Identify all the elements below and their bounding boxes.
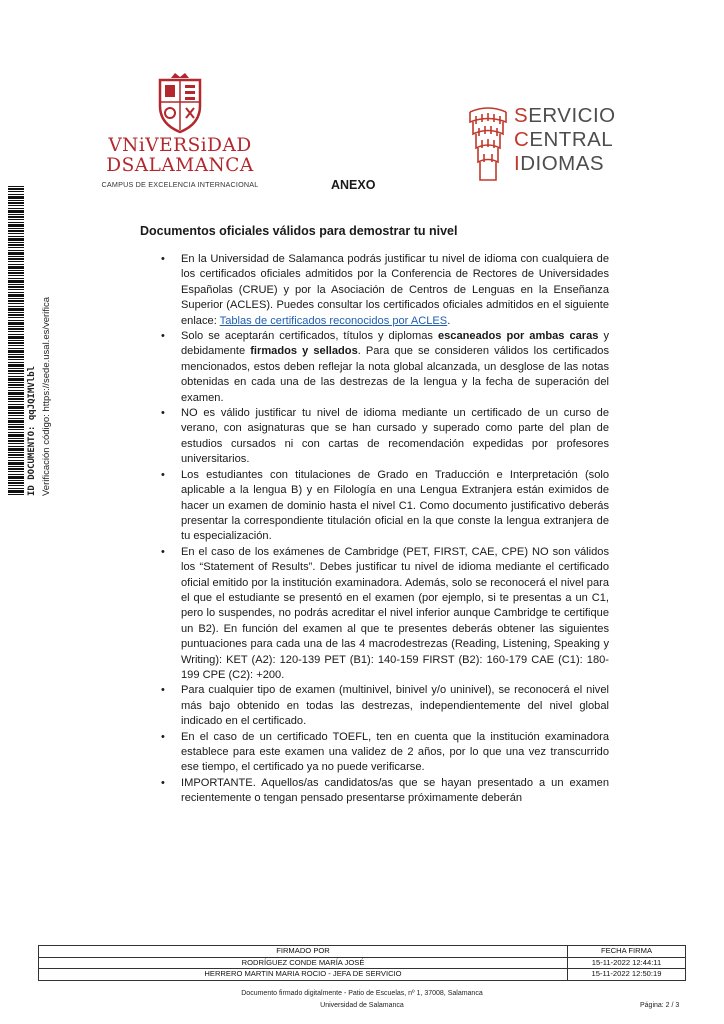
list-item: • Para cualquier tipo de examen (multinivel, binivel y/o uninivel), se reconocerá el nivel más bajo obtenido en todas las destrezas, independientemente del nivel global indicado en el certificado.: [159, 683, 609, 729]
signer-name: HERRERO MARTIN MARIA ROCIO - JEFA DE SERVICIO: [39, 969, 568, 981]
sign-date: 15-11-2022 12:50:19: [568, 969, 686, 981]
sci-word-central: ENTRAL: [529, 128, 614, 151]
table-row: [39, 957, 686, 969]
list-item: • Los estudiantes con titulaciones de Grado en Traducción e Interpretación (solo aplicable a la lengua B) y en Filología en una Lengua Extranjera están eximidos de hacer un examen de dominio hasta el nivel C1. Como documento justificativo deberás presentar la correspondiente titulación oficial en la que conste la lengua extranjera de tu especialización.: [159, 468, 609, 545]
sci-word-idiomas: DIOMAS: [520, 152, 605, 175]
document-id: ID DOCUMENTO: qqJQIMVlbl: [27, 365, 37, 496]
document-body: [159, 252, 609, 807]
barcode: [8, 186, 24, 496]
sci-initial-c: C: [514, 128, 530, 151]
item-text: . Para que se consideren válidos los certificados mencionados, estos deben reflejar la nota global alcanzada, un desglose de las notas obtenidas en cada una de las destrezas de la lengua y la fecha de superación del examen.: [181, 345, 610, 404]
item-text: En la Universidad de Salamanca podrás justificar tu nivel de idioma con cualquiera de los certificados oficiales admitidos por la Conferencia de Rectores de Universidades Españolas (CRUE) y por la Asociación de Centros de Lenguas en la Enseñanza Superior (ACLES). Puedes consultar los certificados oficiales admitidos en el siguiente enlace:: [181, 253, 609, 327]
university-name-line2: DSALAMANCA: [106, 155, 254, 176]
signature-table: [38, 945, 686, 981]
list-item: [159, 329, 609, 406]
item-text: Solo se aceptarán certificados, títulos y diplomas: [181, 330, 438, 343]
verification-url: Verificación código: https://sede.usal.es/verifica: [41, 296, 52, 496]
item-text: y debidamente: [181, 330, 609, 358]
sci-name: [514, 104, 616, 176]
list-item: • NO es válido justificar tu nivel de idioma mediante un certificado de un curso de verano, con asignaturas que se han cursado y superado como parte del plan de estudios cursados ni con cartas de recomendación expedidas por profesores universitarios.: [159, 406, 609, 468]
sci-initial-s: S: [514, 104, 529, 127]
acles-table-link[interactable]: Tablas de certificados reconocidos por ACLES: [219, 314, 448, 327]
list-item: • En el caso de los exámenes de Cambridge (PET, FIRST, CAE, CPE) NO son válidos los “Statement of Results”. Debes justificar tu nivel de idioma mediante el certificado oficial emitido por la institución examinadora. Además, solo se reconocerá el nivel para el que el estudiante se presentó en el examen (por ejemplo, si te presentas a un C1, pero lo suspendes, no podrás acreditar el nivel inferior aunque Cambridge te certifique un B2). En función del examen al que te presentes deberás obtener las siguientes puntuaciones para cada una de las 4 macrodestrezas (Reading, Listening, Speaking y Writing): KET (A2): 120-139 PET (B1): 140-159 FIRST (B2): 160-179 CAE (C1): 180-199 CPE (C2): +200.: [159, 545, 609, 684]
footer-institution: Universidad de Salamanca: [320, 1002, 404, 1009]
requirements-list: [159, 252, 609, 807]
signer-name: RODRÍGUEZ CONDE MARÍA JOSÉ: [39, 957, 568, 969]
sign-date: 15-11-2022 12:44:11: [568, 957, 686, 969]
footer-address: Documento firmado digitalmente - Patio de Escuelas, nº 1, 37008, Salamanca: [241, 990, 483, 997]
bold-text: escaneados por ambas caras: [437, 330, 599, 343]
university-crest-icon: [153, 72, 207, 134]
sign-date-header: FECHA FIRMA: [568, 946, 686, 958]
list-item: • En el caso de un certificado TOEFL, ten en cuenta que la institución examinadora establece para este examen una validez de 2 años, por lo que una vez transcurrido ese tiempo, el certificado ya no puede verificarse.: [159, 730, 609, 776]
sci-logo: [462, 102, 642, 186]
item-text-end: .: [447, 314, 451, 327]
page-number: Página: 2 / 3: [640, 1002, 680, 1009]
sci-word-servicio: ERVICIO: [528, 104, 616, 127]
section-heading: Documentos oficiales válidos para demostrar tu nivel: [140, 224, 458, 238]
tower-icon: [462, 102, 514, 184]
verification-strip: [6, 186, 52, 496]
list-item: • IMPORTANTE. Aquellos/as candidatos/as que se hayan presentado a un examen recientemente o tengan pensado presentarse próximamente deberán: [159, 776, 609, 807]
university-campus-tagline: CAMPUS DE EXCELENCIA INTERNACIONAL: [101, 180, 259, 189]
bold-text: firmados y sellados: [250, 345, 358, 358]
university-name-line1: VNiVERSiDAD: [108, 135, 252, 156]
sci-initial-i: I: [514, 152, 521, 175]
signature-header-row: [39, 946, 686, 958]
university-logo: [100, 72, 260, 192]
signed-by-header: FIRMADO POR: [39, 946, 568, 958]
table-row: [39, 969, 686, 981]
document-title: ANEXO: [331, 178, 376, 192]
list-item: [159, 252, 609, 329]
